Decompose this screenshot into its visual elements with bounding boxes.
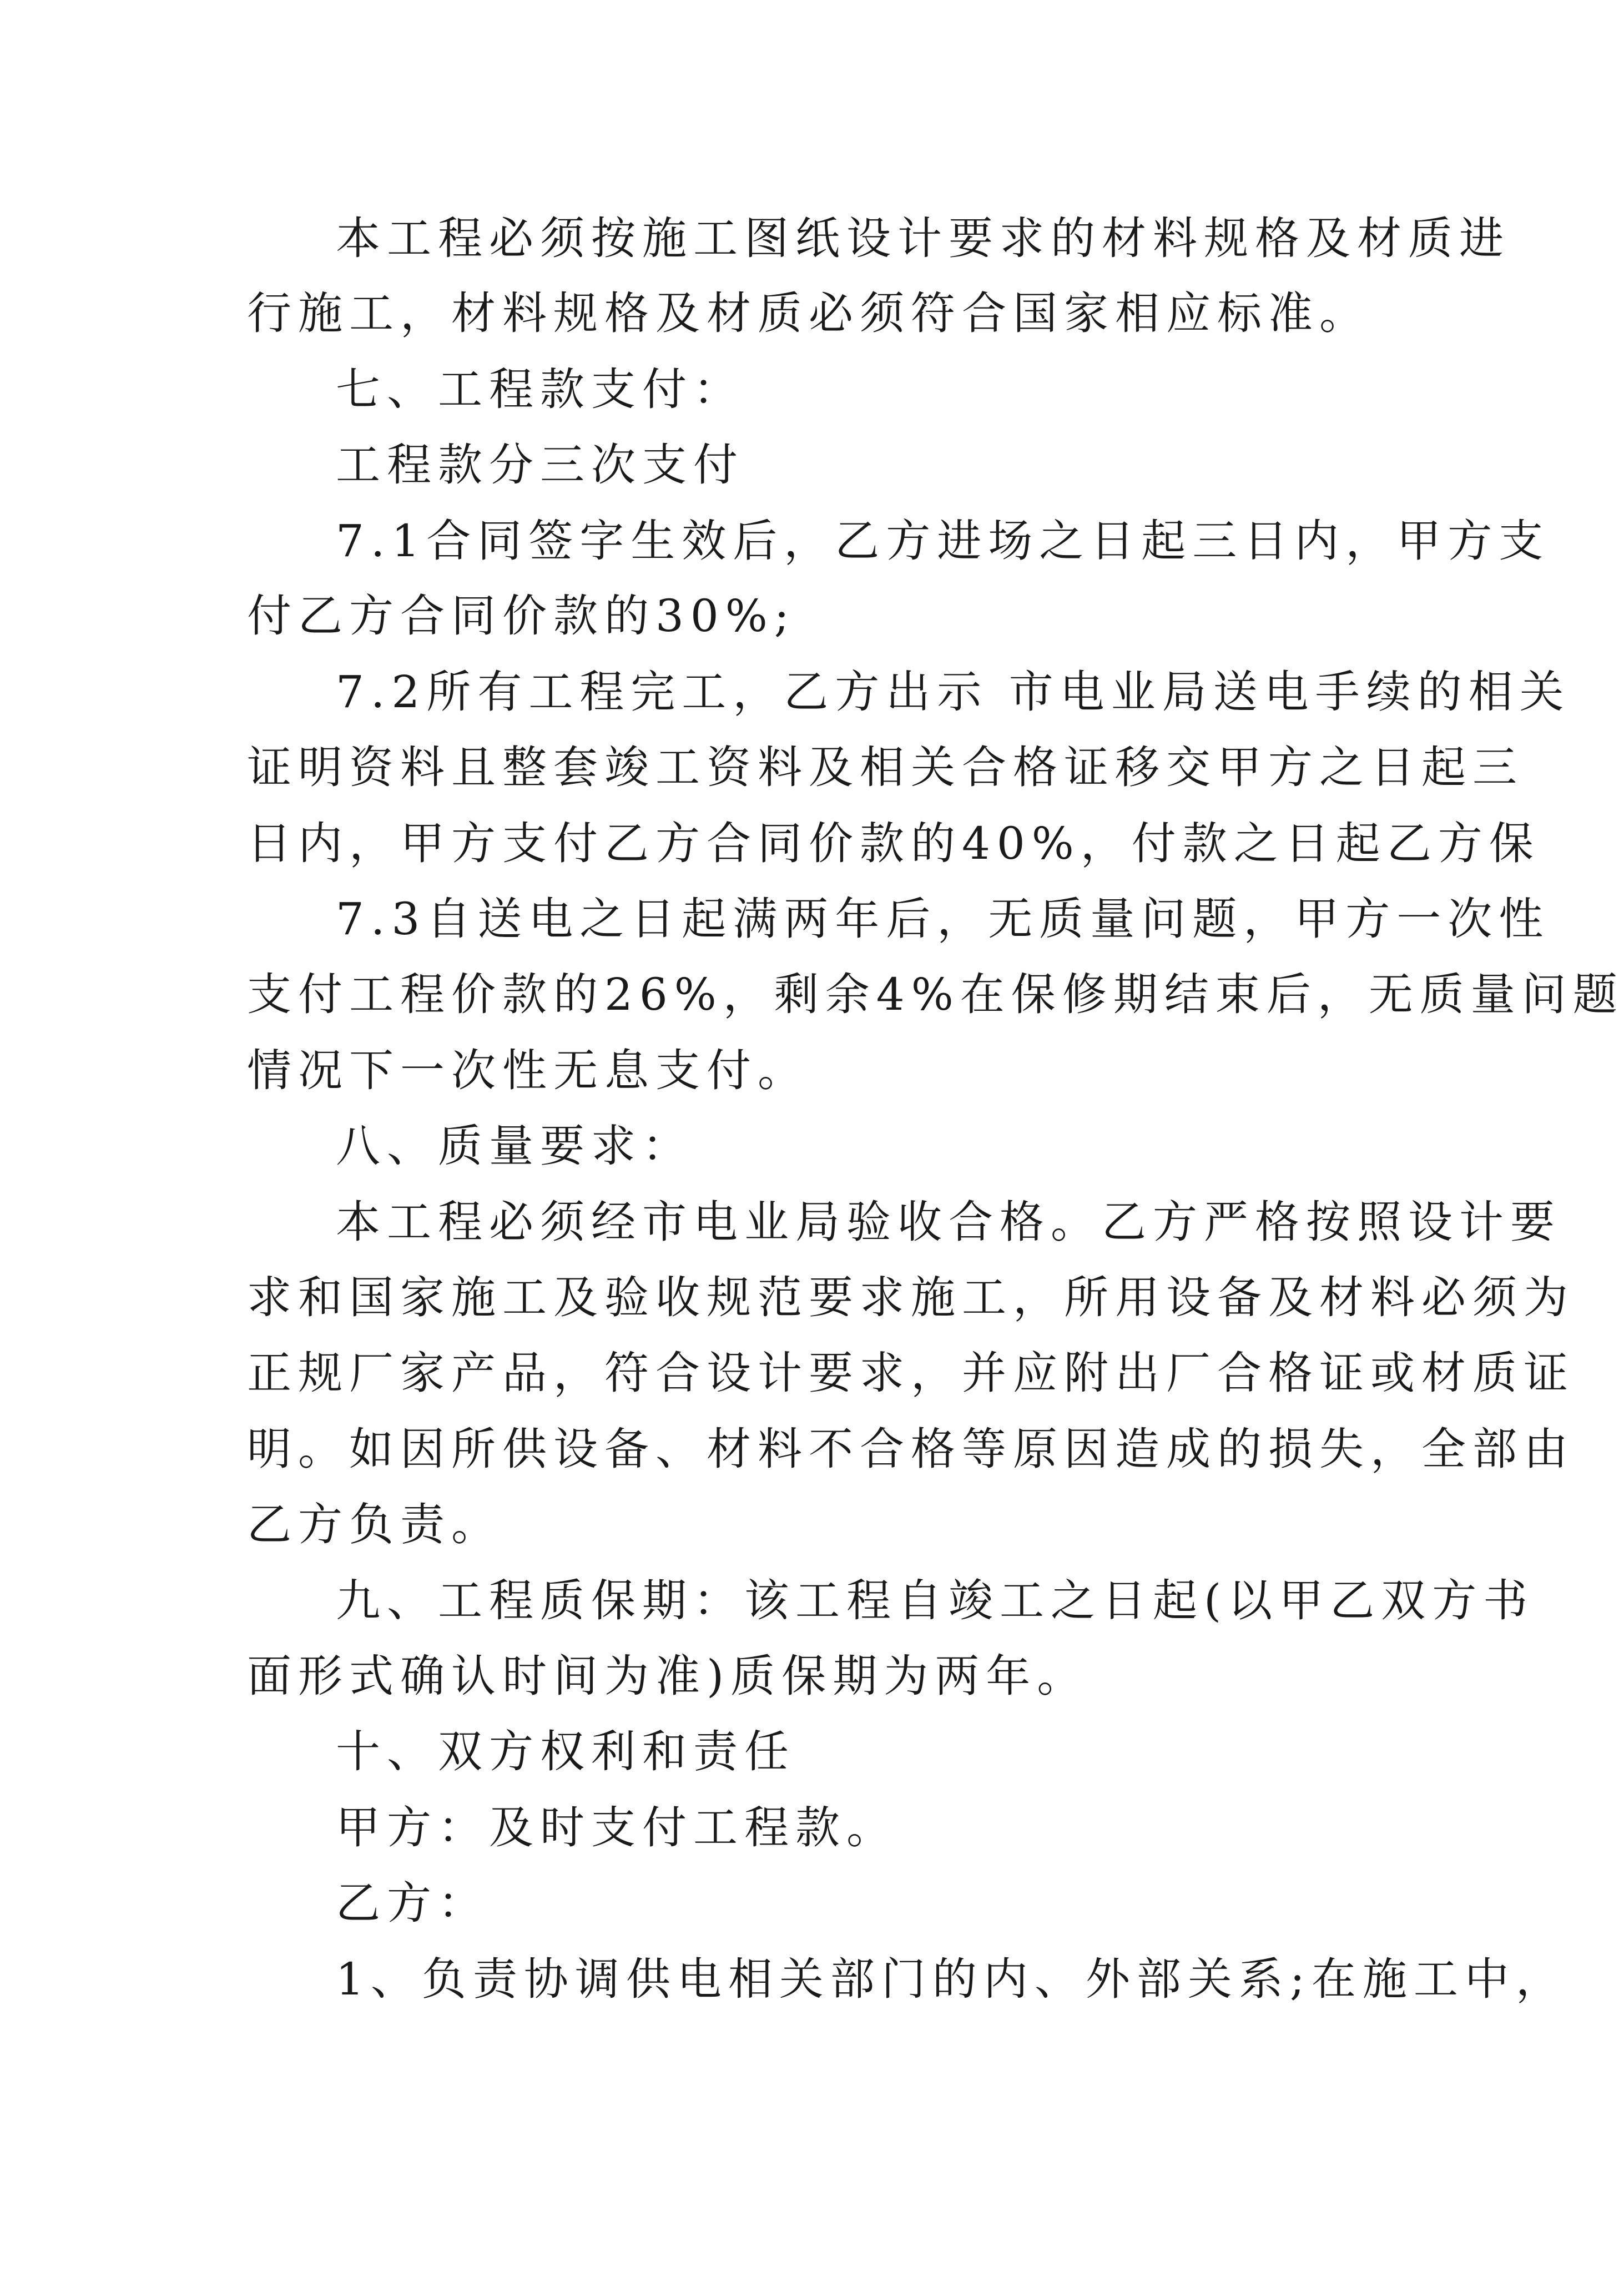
section-heading: 八、质量要求：: [336, 1120, 693, 1172]
paragraph-line: 证明资料且整套竣工资料及相关合格证移交甲方之日起三: [247, 742, 1524, 793]
section-heading: 十、双方权利和责任: [336, 1726, 795, 1777]
paragraph-line: 工程款分三次支付: [336, 439, 744, 491]
paragraph-line: 面形式确认时间为准)质保期为两年。: [247, 1650, 1088, 1702]
paragraph-line: 行施工，材料规格及材质必须符合国家相应标准。: [247, 288, 1370, 339]
section-heading: 七、工程款支付：: [336, 364, 744, 415]
paragraph-line: 求和国家施工及验收规范要求施工，所用设备及材料必须为: [247, 1272, 1575, 1323]
paragraph-line: 本工程必须按施工图纸设计要求的材料规格及材质进: [336, 213, 1510, 264]
paragraph-line: 1、负责协调供电相关部门的内、外部关系;在施工中，: [336, 1953, 1567, 2005]
paragraph-line: 乙方负责。: [247, 1499, 502, 1550]
paragraph-line: 甲方：及时支付工程款。: [336, 1802, 897, 1853]
paragraph-line: 7.3自送电之日起满两年后，无质量问题，甲方一次性: [336, 893, 1550, 945]
paragraph-line: 付乙方合同价款的30%;: [247, 590, 796, 642]
paragraph-line: 正规厂家产品，符合设计要求，并应附出厂合格证或材质证: [247, 1347, 1575, 1399]
paragraph-line: 本工程必须经市电业局验收合格。乙方严格按照设计要: [336, 1196, 1561, 1248]
paragraph-line: 情况下一次性无息支付。: [247, 1045, 809, 1096]
paragraph-line: 日内，甲方支付乙方合同价款的40%，付款之日起乙方保: [247, 818, 1540, 869]
paragraph-line: 7.1合同签字生效后，乙方进场之日起三日内，甲方支: [336, 515, 1550, 567]
section-heading: 九、工程质保期：该工程自竣工之日起(以甲乙双方书: [336, 1575, 1535, 1626]
paragraph-line: 支付工程价款的26%，剩余4%在保修期结束后，无质量问题: [247, 969, 1624, 1020]
paragraph-line: 明。如因所供设备、材料不合格等原因造成的损失，全部由: [247, 1423, 1575, 1475]
paragraph-line: 乙方：: [336, 1877, 489, 1929]
paragraph-line: 7.2所有工程完工，乙方出示 市电业局送电手续的相关: [336, 666, 1571, 718]
